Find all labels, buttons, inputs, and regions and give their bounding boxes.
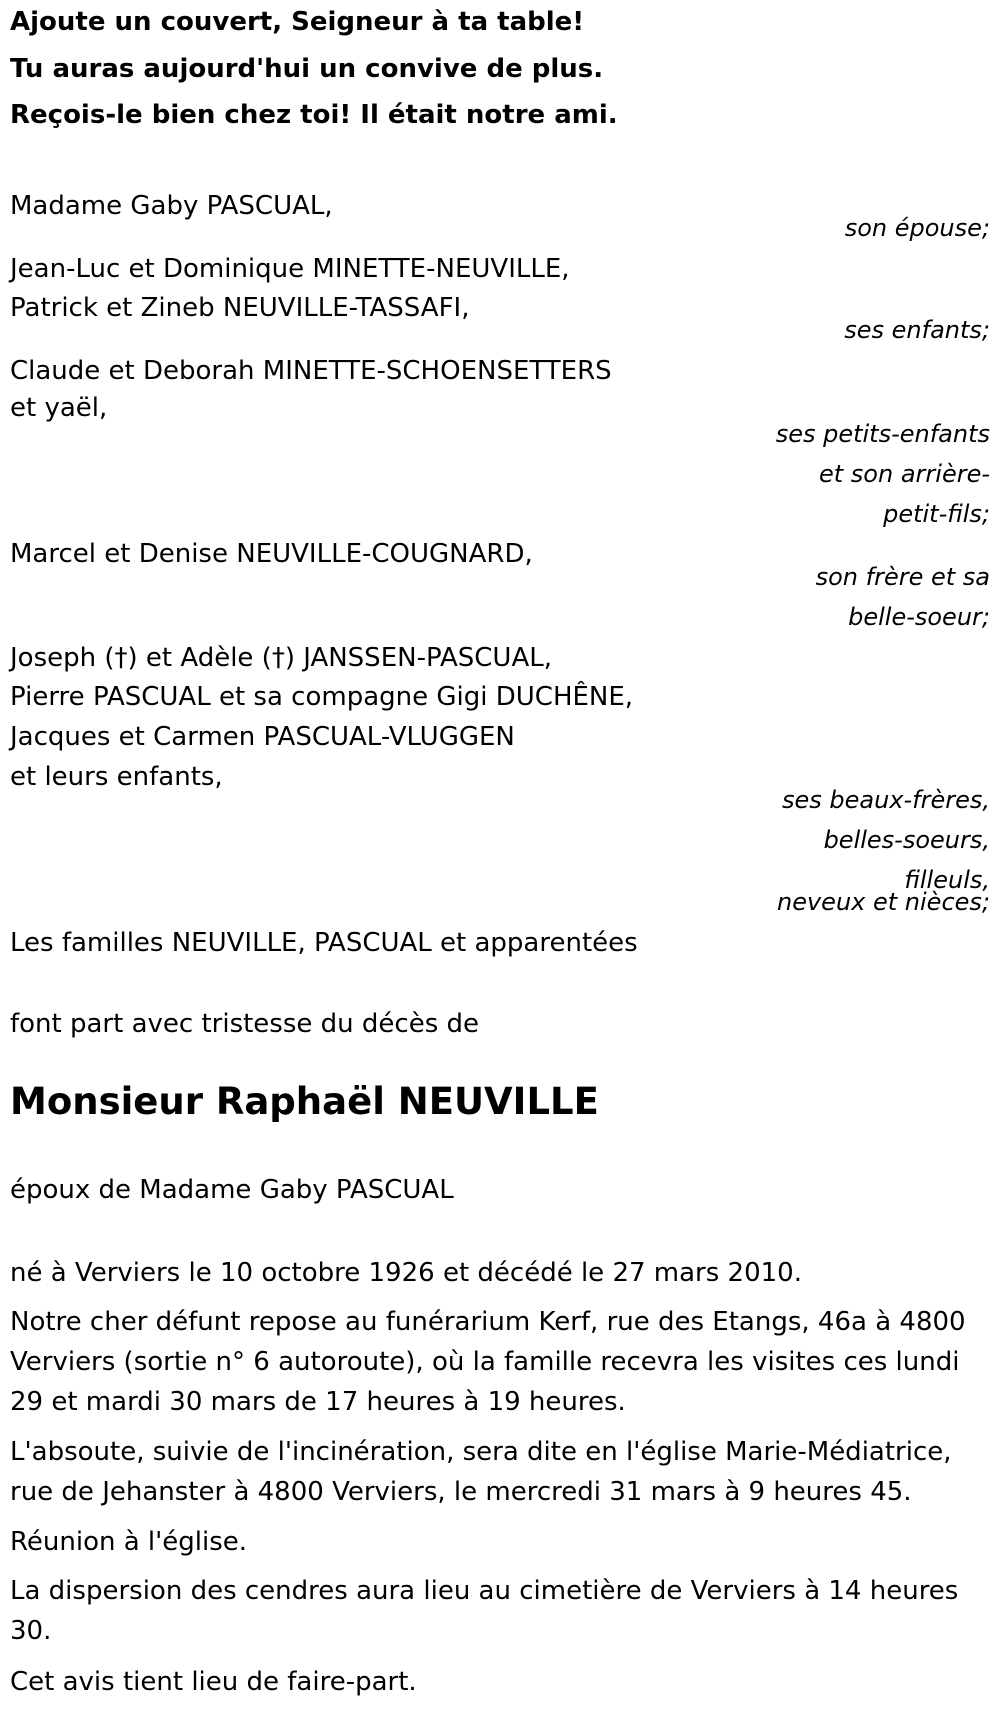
inlaws-name-4: et leurs enfants,	[10, 762, 223, 792]
grandchildren-role-2: et son arrière-	[819, 460, 990, 488]
grandchildren-role-1: ses petits-enfants	[775, 420, 990, 448]
children-name-2: Patrick et Zineb NEUVILLE-TASSAFI,	[10, 293, 470, 323]
grandchildren-role-3: petit-fils;	[883, 500, 990, 528]
inlaws-role-4: neveux et nièces;	[777, 888, 990, 916]
families-line: Les familles NEUVILLE, PASCUAL et apparentées	[10, 928, 638, 958]
ceremony-paragraph: L'absoute, suivie de l'incinération, sera dite en l'église Marie-Médiatrice, rue de Jehanster à 4800 Verviers, le mercredi 31 mars à 9 heures 45.	[10, 1437, 952, 1507]
inlaws-role-2: belles-soeurs,	[823, 826, 990, 854]
faire-part-line: Cet avis tient lieu de faire-part.	[10, 1667, 417, 1697]
children-role: ses enfants;	[844, 316, 990, 344]
verse-line-1: Ajoute un couvert, Seigneur à ta table!	[10, 7, 585, 37]
spouse-role: son épouse;	[844, 214, 990, 242]
birth-death-line: né à Verviers le 10 octobre 1926 et décédé le 27 mars 2010.	[10, 1258, 802, 1288]
grandchildren-name-2: et yaël,	[10, 393, 108, 423]
sibling-role-1: son frère et sa	[815, 563, 990, 591]
inlaws-name-3: Jacques et Carmen PASCUAL-VLUGGEN	[10, 722, 515, 752]
spouse-of-line: époux de Madame Gaby PASCUAL	[10, 1175, 454, 1205]
verse-line-2: Tu auras aujourd'hui un convive de plus.	[10, 54, 604, 84]
inlaws-name-1: Joseph (†) et Adèle (†) JANSSEN-PASCUAL,	[10, 643, 552, 673]
deceased-name: Monsieur Raphaël NEUVILLE	[10, 1080, 599, 1123]
inlaws-name-2: Pierre PASCUAL et sa compagne Gigi DUCHÊNE,	[10, 682, 634, 712]
grandchildren-name-1: Claude et Deborah MINETTE-SCHOENSETTERS	[10, 356, 612, 386]
verse-line-3: Reçois-le bien chez toi! Il était notre ami.	[10, 100, 618, 130]
announcement-text: font part avec tristesse du décès de	[10, 1009, 480, 1039]
children-name-1: Jean-Luc et Dominique MINETTE-NEUVILLE,	[10, 254, 570, 284]
inlaws-role-3: filleuls,	[904, 866, 990, 894]
sibling-name: Marcel et Denise NEUVILLE-COUGNARD,	[10, 539, 533, 569]
sibling-role-2: belle-soeur;	[848, 603, 990, 631]
ashes-paragraph: La dispersion des cendres aura lieu au cimetière de Verviers à 14 heures 30.	[10, 1576, 959, 1646]
funerarium-paragraph: Notre cher défunt repose au funérarium Kerf, rue des Etangs, 46a à 4800 Verviers (sortie n° 6 autoroute), où la famille recevra les visites ces lundi 29 et mardi 30 mars de 17 heures à 19 heures.	[10, 1307, 966, 1417]
reunion-line: Réunion à l'église.	[10, 1527, 248, 1557]
inlaws-role-1: ses beaux-frères,	[781, 786, 990, 814]
spouse-name: Madame Gaby PASCUAL,	[10, 191, 333, 221]
